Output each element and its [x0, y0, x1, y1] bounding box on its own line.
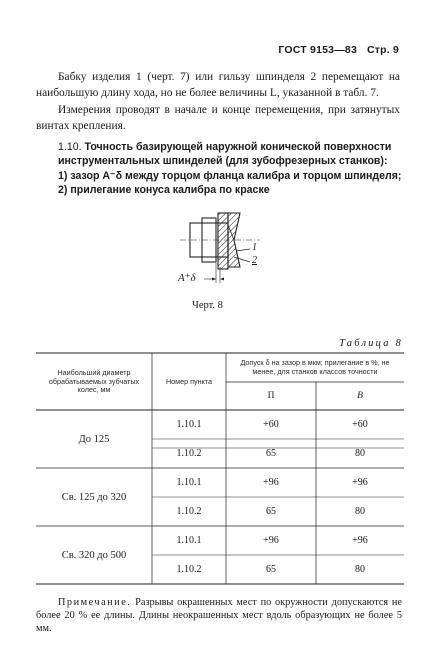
section-title: Точность базирующей наружной конической поверхности инструментальных шпинделей (для зубофрезерных станков):: [58, 141, 392, 168]
table-title: Таблица 8: [339, 338, 403, 349]
table-cell-p: +60: [263, 419, 279, 430]
section-number: 1.10.: [58, 141, 82, 153]
callout-2: 2: [252, 255, 257, 266]
standard-number: ГОСТ 9153—83: [278, 44, 357, 56]
table-cell-item: 1.10.2: [176, 564, 202, 575]
paragraph-2: Измерения проводят в начале и конце перемещения, при затянутых винтах крепления.: [36, 104, 400, 132]
dimension-label-a: A⁺δ: [178, 272, 196, 284]
paragraph-1: Бабку изделия 1 (черт. 7) или гильзу шпинделя 2 перемещают на наибольшую длину хода, но не более величины L, указанной в табл. 7.: [36, 71, 400, 99]
section-item-2: 2) прилегание конуса калибра по краске: [58, 184, 270, 197]
table-cell-v: +60: [352, 419, 368, 430]
table-cell-p: +96: [263, 477, 279, 488]
group-label: До 125: [78, 433, 110, 445]
page-header: [278, 44, 399, 56]
figure-caption: Черт. 8: [192, 300, 223, 311]
table-cell-item: 1.10.1: [176, 419, 202, 430]
tolerance-table: [36, 352, 404, 586]
table-cell-v: 80: [355, 564, 365, 575]
table-cell-v: +96: [352, 535, 368, 546]
table-cell-item: 1.10.1: [176, 535, 202, 546]
table-cell-item: 1.10.2: [176, 506, 202, 517]
header-diameter: Наибольший диаметр обрабатываемых зубчатых колес, мм: [48, 368, 140, 395]
table-note: [36, 596, 402, 636]
header-tolerance: Допуск δ на зазор в мкм; прилегание в %, не менее, для станков классов точности: [240, 357, 390, 376]
table-group-3: [36, 352, 404, 353]
section-1-10: [36, 140, 402, 198]
table-cell-p: 65: [266, 506, 276, 517]
table-cell-item: 1.10.1: [176, 477, 202, 488]
note-label: Примечание.: [58, 597, 132, 608]
section-heading: [36, 140, 402, 169]
header-class-p: П: [267, 391, 275, 401]
header-class-v: В: [357, 391, 363, 401]
table-cell-v: 80: [355, 506, 365, 517]
group-label: Св. 320 до 500: [61, 549, 127, 561]
drawing-8: [160, 205, 270, 305]
group-label: Св. 125 до 320: [61, 491, 127, 503]
table-cell-p: +96: [263, 535, 279, 546]
table-cell-p: 65: [266, 448, 276, 459]
note-text: Разрывы окрашенных мест по окружности допускаются не более 20 % ее длины. Длины неокрашенных мест вдоль образующих не более 5 мм.: [36, 597, 403, 635]
table-cell-item: 1.10.2: [176, 448, 202, 459]
callout-1: 1: [252, 242, 257, 253]
table-cell-v: 80: [355, 448, 365, 459]
header-item-number: Номер пункта: [165, 376, 212, 386]
section-item-1: 1) зазор A⁻δ между торцом фланца калибра и торцом шпинделя;: [58, 169, 402, 182]
table-continuation: [36, 562, 404, 563]
page-number: Стр. 9: [366, 44, 399, 56]
table-cell-v: +96: [352, 477, 368, 488]
table-cell-p: 65: [266, 564, 276, 575]
